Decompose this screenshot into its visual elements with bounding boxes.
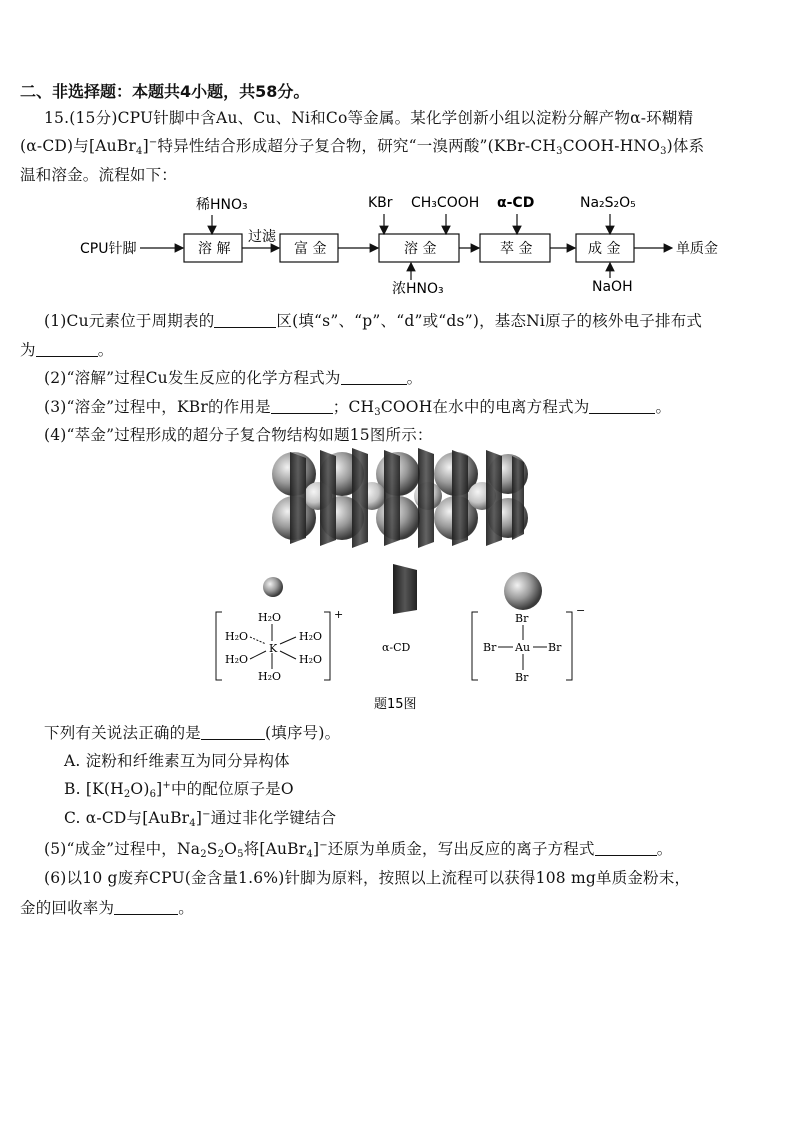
question-5: (5)“成金”过程中，$Na_2S_2O_5$将[AuBr$_4$]−还原为单质金，写出反应的离子方程式 。 bbox=[44, 840, 673, 860]
question-4-prompt: 下列有关说法正确的是 (填序号)。 bbox=[44, 724, 341, 742]
reagent-dilute-hno3: 稀HNO₃ bbox=[196, 197, 248, 213]
box-form-label: 成 金 bbox=[588, 241, 621, 257]
blank-6[interactable] bbox=[114, 900, 178, 915]
intro-line-3: 温和溶金。流程如下： bbox=[20, 166, 178, 184]
box-extract-label: 萃 金 bbox=[500, 241, 533, 257]
reagent-kbr: KBr bbox=[368, 195, 393, 211]
svg-text:−: − bbox=[576, 604, 586, 617]
svg-text:H₂O: H₂O bbox=[225, 630, 249, 643]
question-4: (4)“萃金”过程形成的超分子复合物结构如题15图所示： bbox=[44, 426, 433, 444]
box-dissolve-label: 溶 解 bbox=[198, 241, 231, 257]
box-dissolve-gold-label: 溶 金 bbox=[404, 241, 437, 257]
figure-caption: 题15图 bbox=[374, 697, 417, 712]
alpha-cd-label: α-CD bbox=[382, 641, 411, 654]
filter-label: 过滤 bbox=[248, 229, 276, 245]
reagent-conc-hno3: 浓HNO₃ bbox=[392, 281, 444, 297]
intro-line-1: 15.(15分)CPU针脚中含Au、Cu、Ni和Co等金属。某化学创新小组以淀粉分解产物α-环糊精 bbox=[44, 109, 694, 127]
k-ion-sphere-icon bbox=[263, 577, 283, 597]
flow-start-label: CPU针脚 bbox=[80, 241, 137, 257]
section-title: 二、非选择题：本题共4小题，共58分。 bbox=[20, 82, 310, 101]
alpha-cd-ring-icon bbox=[393, 564, 417, 614]
option-b: B. $[K(H_2O)_6]^+$中的配位原子是O bbox=[64, 780, 294, 800]
reagent-ch3cooh: CH₃COOH bbox=[411, 195, 480, 211]
svg-text:Au: Au bbox=[515, 641, 531, 654]
option-c: C. α-CD与[AuBr$_4$]−通过非化学键结合 bbox=[64, 809, 337, 829]
svg-text:K: K bbox=[269, 642, 278, 655]
svg-text:Br: Br bbox=[483, 641, 497, 654]
reagent-na2s2o5: Na₂S₂O₅ bbox=[580, 195, 636, 211]
svg-text:H₂O: H₂O bbox=[299, 653, 323, 666]
flow-product-label: 单质金 bbox=[676, 241, 718, 257]
question-1-line-2: 为 。 bbox=[20, 341, 114, 359]
k-h2o6-structure bbox=[216, 608, 343, 683]
question-6-line-1: (6)以10 g废弃CPU(金含量1.6%)针脚为原料，按照以上流程可以获得108 mg单质金粉末， bbox=[44, 869, 691, 887]
svg-text:Br: Br bbox=[548, 641, 562, 654]
aubr4-sphere-icon bbox=[504, 572, 542, 610]
svg-text:Br: Br bbox=[515, 612, 529, 625]
blank-4[interactable] bbox=[201, 725, 265, 740]
reagent-naoh: NaOH bbox=[592, 279, 633, 295]
question-1-line-1: (1)Cu元素位于周期表的 区(填“s”、“p”、“d”或“ds”)，基态Ni原子的核外电子排布式 bbox=[44, 312, 703, 330]
svg-text:H₂O: H₂O bbox=[225, 653, 249, 666]
svg-text:Br: Br bbox=[515, 671, 529, 684]
option-a: A. 淀粉和纤维素互为同分异构体 bbox=[64, 752, 290, 770]
blank-5[interactable] bbox=[595, 841, 657, 856]
svg-text:H₂O: H₂O bbox=[258, 611, 282, 624]
reagent-alpha-cd: α-CD bbox=[497, 195, 535, 211]
svg-text:+: + bbox=[334, 608, 344, 621]
question-6-line-2: 金的回收率为 。 bbox=[20, 899, 194, 917]
supramolecular-complex-image bbox=[272, 448, 528, 548]
intro-line-2: (α-CD)与[AuBr$_4$]−特异性结合形成超分子复合物，研究“一溴两酸$”(KBr-CH_3COOH-HNO_3)$体系 bbox=[20, 137, 705, 157]
question-3: (3)“溶金”过程中，KBr的作用是 ；$CH_3COOH$在水中的电离方程式为 。 bbox=[44, 398, 672, 418]
question-2: (2)“溶解”过程Cu发生反应的化学方程式为 。 bbox=[44, 369, 423, 387]
svg-text:H₂O: H₂O bbox=[299, 630, 323, 643]
svg-text:H₂O: H₂O bbox=[258, 670, 282, 683]
box-enrich-label: 富 金 bbox=[294, 241, 327, 257]
aubr4-structure bbox=[472, 604, 585, 684]
